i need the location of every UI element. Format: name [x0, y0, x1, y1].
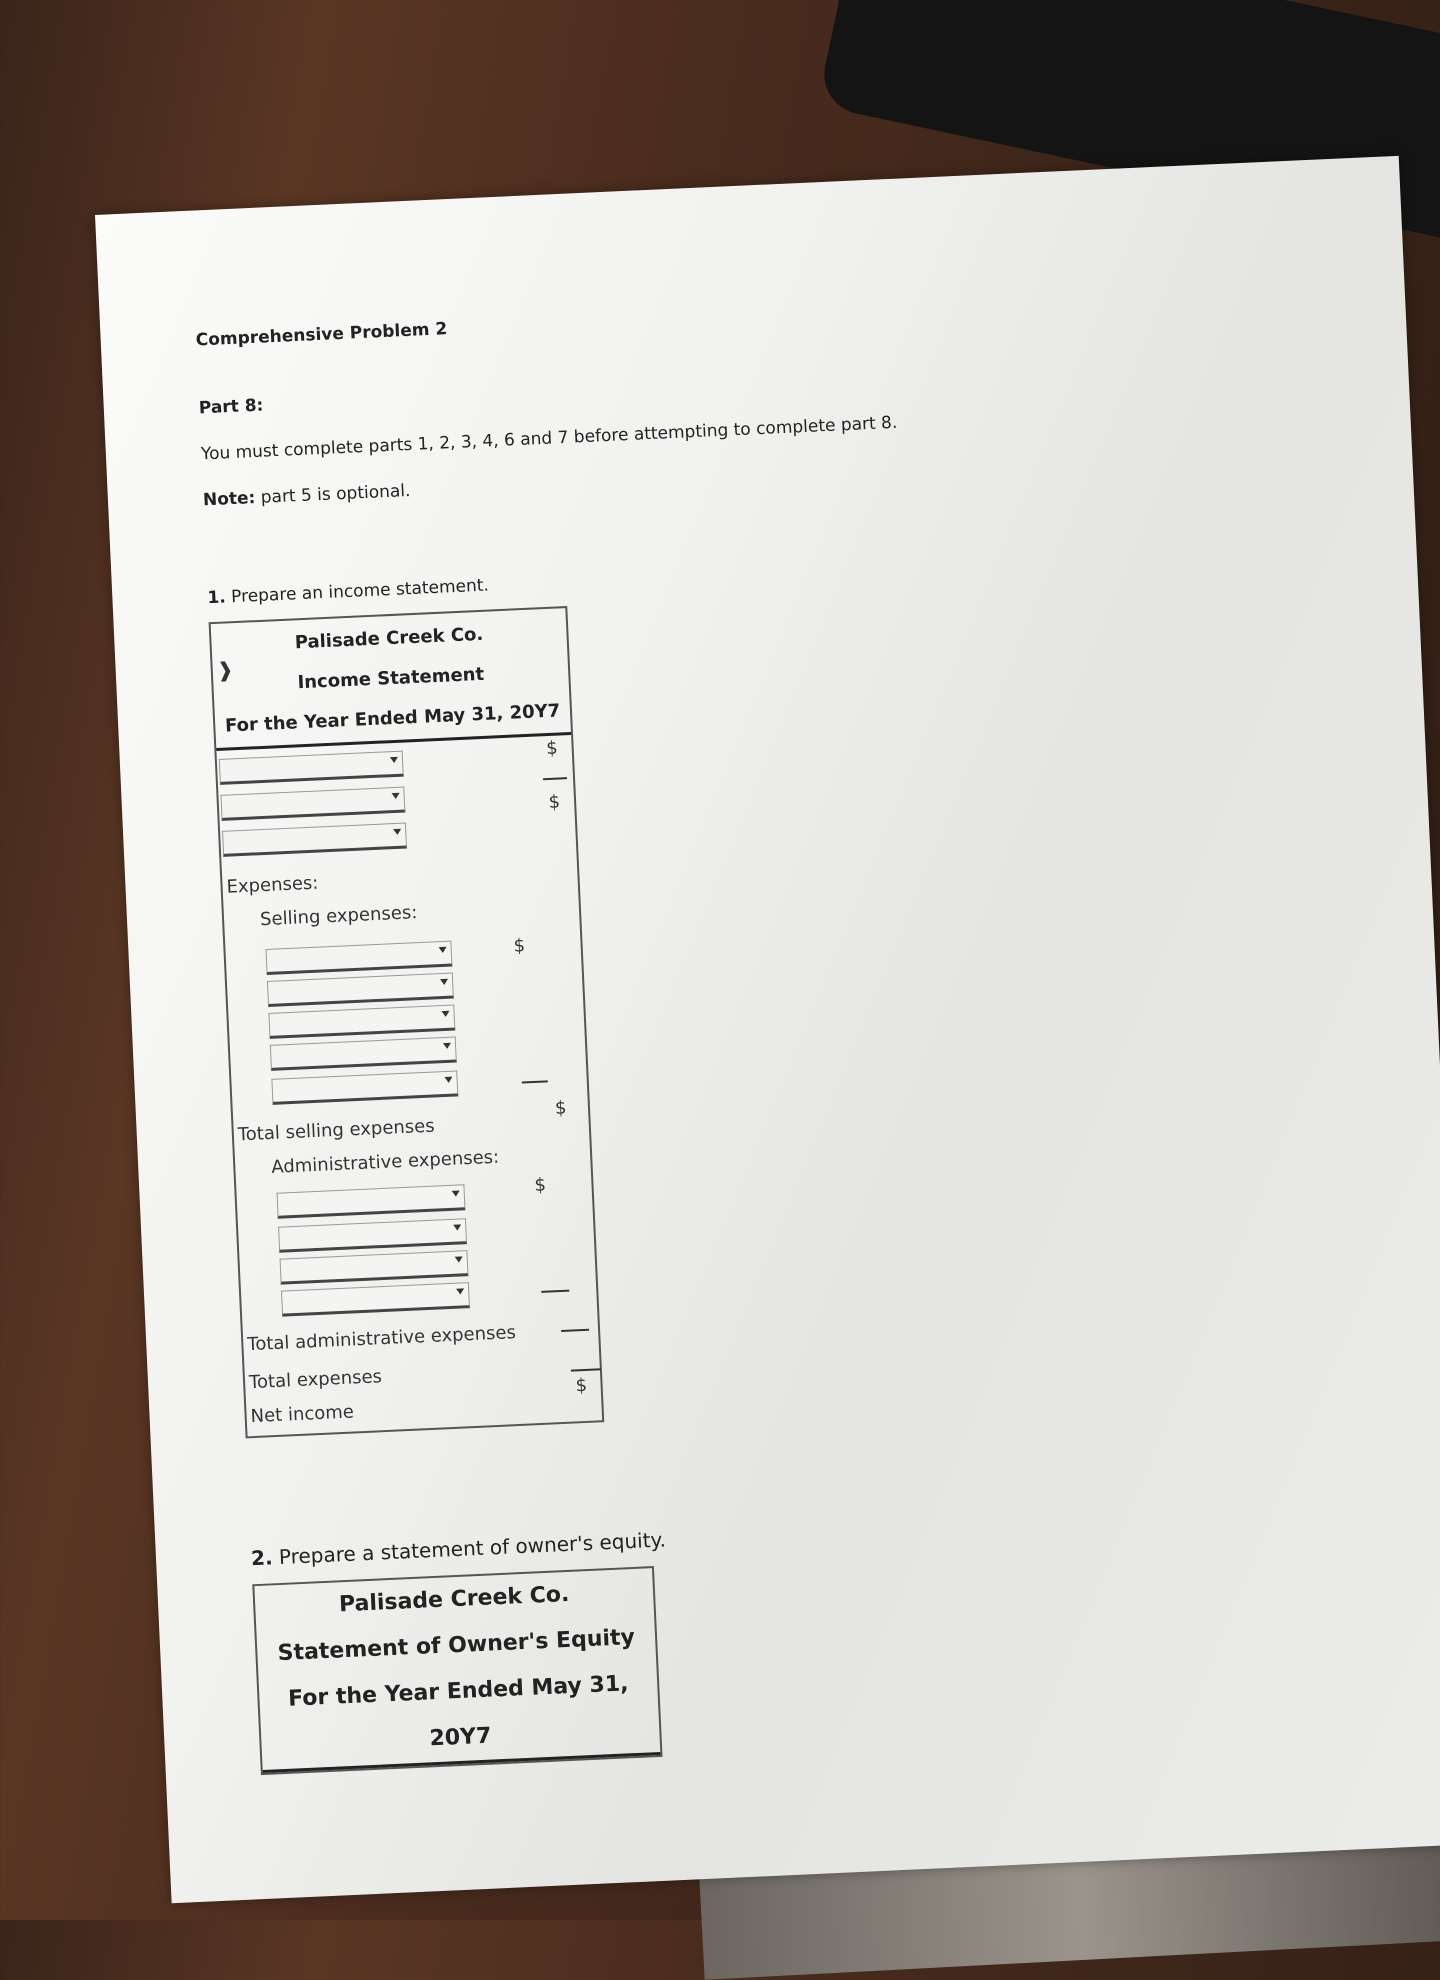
dropdown-arrow-icon — [390, 757, 398, 763]
selling-dollar: $ — [513, 935, 526, 957]
question-1 — [207, 543, 1207, 608]
admin-select-4[interactable] — [281, 1282, 470, 1317]
revenue-dollar-1: $ — [545, 737, 559, 760]
dropdown-arrow-icon — [439, 947, 447, 953]
dropdown-arrow-icon — [453, 1224, 461, 1230]
revenue-underline — [543, 777, 567, 780]
dropdown-arrow-icon — [456, 1288, 464, 1294]
expenses-label: Expenses: — [226, 872, 319, 898]
equity-period: For the Year Ended May 31, 20Y7 — [259, 1660, 661, 1773]
revenue-dollar-2: $ — [548, 791, 561, 814]
total-expenses-label: Total expenses — [248, 1366, 383, 1394]
selling-select-5[interactable] — [271, 1070, 458, 1104]
selling-select-4[interactable] — [270, 1036, 457, 1070]
income-statement-table — [209, 606, 605, 1438]
dropdown-arrow-icon — [392, 793, 400, 799]
dropdown-arrow-icon — [440, 979, 448, 985]
net-income-dollar: $ — [575, 1374, 588, 1397]
printed-content — [195, 285, 1260, 1775]
equity-statement-title: Statement of Owner's Equity — [277, 1624, 636, 1667]
total-expenses-underline — [571, 1368, 601, 1371]
dropdown-arrow-icon — [441, 1011, 449, 1017]
income-period: For the Year Ended May 31, 20Y7 — [214, 688, 571, 751]
part-heading: Part 8: — [198, 395, 264, 419]
admin-label: Administrative expenses: — [270, 1146, 500, 1178]
note-body: part 5 is optional. — [254, 480, 411, 509]
owners-equity-table — [252, 1566, 662, 1775]
cursor-icon: ❱ — [216, 657, 235, 682]
question-2-text: Prepare a statement of owner's equity. — [272, 1527, 667, 1570]
question-2-number: 2. — [250, 1545, 274, 1571]
equity-company-name: Palisade Creek Co. — [338, 1581, 570, 1618]
admin-dollar: $ — [534, 1174, 547, 1197]
paper-sheet — [95, 156, 1440, 1903]
admin-underline — [541, 1290, 569, 1293]
total-selling-label: Total selling expenses — [237, 1115, 436, 1146]
revenue-select-3[interactable] — [222, 823, 407, 857]
revenue-select-1[interactable] — [219, 751, 404, 785]
note-label: Note: — [202, 488, 256, 511]
instruction-text: You must complete parts 1, 2, 3, 4, 6 and 7 before attempting to complete part 8. — [200, 412, 898, 465]
net-income-label: Net income — [250, 1401, 355, 1428]
total-admin-label: Total administrative expenses — [246, 1322, 517, 1356]
income-company-name: Palisade Creek Co. — [294, 623, 484, 654]
problem-title: Comprehensive Problem 2 — [195, 319, 448, 351]
total-admin-underline — [561, 1329, 589, 1332]
selling-label: Selling expenses: — [259, 902, 418, 931]
dropdown-arrow-icon — [443, 1043, 451, 1049]
dropdown-arrow-icon — [444, 1077, 452, 1083]
selling-underline — [522, 1080, 548, 1083]
question-2 — [251, 1501, 1251, 1570]
question-1-text: Prepare an income statement. — [225, 575, 490, 608]
revenue-select-2[interactable] — [220, 787, 405, 821]
question-1-number: 1. — [207, 587, 227, 609]
dropdown-arrow-icon — [393, 829, 401, 835]
dropdown-arrow-icon — [455, 1256, 463, 1262]
total-selling-dollar: $ — [554, 1097, 567, 1120]
dropdown-arrow-icon — [452, 1190, 460, 1196]
income-statement-title: Income Statement — [297, 663, 485, 694]
